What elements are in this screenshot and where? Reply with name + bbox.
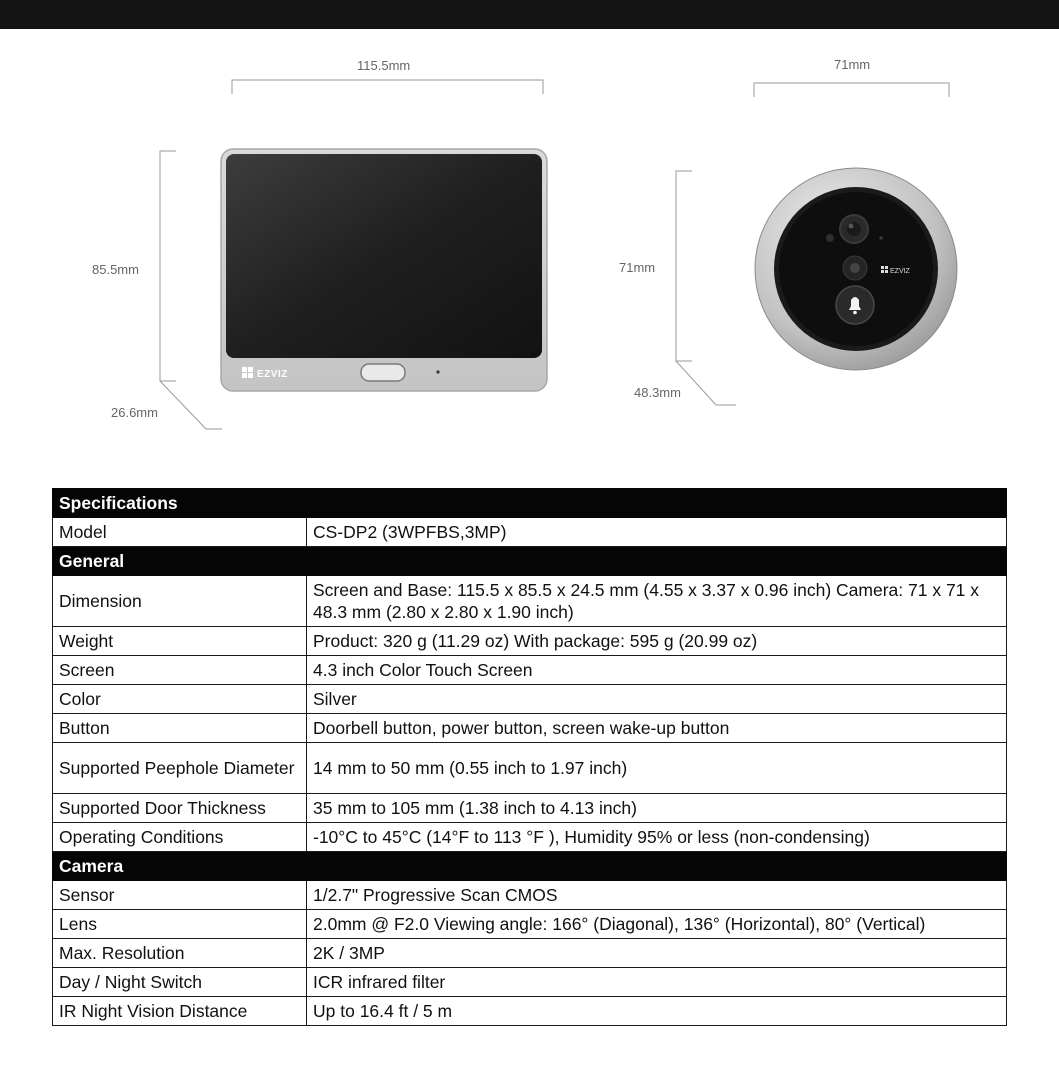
spec-value: 1/2.7" Progressive Scan CMOS <box>307 881 1007 910</box>
spec-label: Operating Conditions <box>53 823 307 852</box>
spec-label: Color <box>53 685 307 714</box>
spec-label: Supported Peephole Diameter <box>53 743 307 794</box>
table-row <box>53 656 1007 685</box>
table-row <box>53 881 1007 910</box>
spec-value: Screen and Base: 115.5 x 85.5 x 24.5 mm (4.55 x 3.37 x 0.96 inch) Camera: 71 x 71 x 48.3 mm (2.80 x 2.80 x 1.90 inch) <box>307 576 1007 627</box>
spec-value: 2.0mm @ F2.0 Viewing angle: 166° (Diagonal), 136° (Horizontal), 80° (Vertical) <box>307 910 1007 939</box>
camera-width-label: 71mm <box>834 57 871 72</box>
spec-label: Model <box>53 518 307 547</box>
table-row <box>53 714 1007 743</box>
table-row <box>53 518 1007 547</box>
spec-value: Up to 16.4 ft / 5 m <box>307 997 1007 1026</box>
spec-label: Max. Resolution <box>53 939 307 968</box>
section-header-row <box>53 547 1007 576</box>
screen-width-label: 115.5mm <box>357 58 411 73</box>
table-row <box>53 794 1007 823</box>
camera-depth-label: 48.3mm <box>634 385 681 400</box>
spec-value: Product: 320 g (11.29 oz) With package: 595 g (20.99 oz) <box>307 627 1007 656</box>
spec-value: ICR infrared filter <box>307 968 1007 997</box>
spec-value: CS-DP2 (3WPFBS,3MP) <box>307 518 1007 547</box>
section-header-row <box>53 489 1007 518</box>
spec-label: Button <box>53 714 307 743</box>
spec-value: Doorbell button, power button, screen wake-up button <box>307 714 1007 743</box>
table-row <box>53 627 1007 656</box>
svg-text:EZVIZ: EZVIZ <box>890 268 910 275</box>
section-header: Camera <box>53 852 1007 881</box>
table-row <box>53 823 1007 852</box>
product-dimension-diagram <box>0 29 1059 479</box>
table-row <box>53 910 1007 939</box>
table-row <box>53 939 1007 968</box>
svg-text:EZVIZ: EZVIZ <box>257 369 288 380</box>
table-row <box>53 997 1007 1026</box>
screen-height-label: 85.5mm <box>92 262 139 277</box>
spec-label: Screen <box>53 656 307 685</box>
spec-label: Supported Door Thickness <box>53 794 307 823</box>
section-header: Specifications <box>53 489 1007 518</box>
specifications-table <box>52 488 1007 1026</box>
camera-height-label: 71mm <box>619 260 656 275</box>
spec-label: Sensor <box>53 881 307 910</box>
spec-label: IR Night Vision Distance <box>53 997 307 1026</box>
screen-depth-label: 26.6mm <box>111 405 158 420</box>
spec-label: Lens <box>53 910 307 939</box>
spec-label: Day / Night Switch <box>53 968 307 997</box>
spec-label: Dimension <box>53 576 307 627</box>
spec-value: 4.3 inch Color Touch Screen <box>307 656 1007 685</box>
spec-value: 14 mm to 50 mm (0.55 inch to 1.97 inch) <box>307 743 1007 794</box>
section-header-row <box>53 852 1007 881</box>
spec-value: 35 mm to 105 mm (1.38 inch to 4.13 inch) <box>307 794 1007 823</box>
spec-label: Weight <box>53 627 307 656</box>
table-row <box>53 968 1007 997</box>
section-header: General <box>53 547 1007 576</box>
screen-unit-image <box>220 148 550 394</box>
top-bar <box>0 0 1059 29</box>
spec-value: -10°C to 45°C (14°F to 113 °F ), Humidity 95% or less (non-condensing) <box>307 823 1007 852</box>
table-row <box>53 576 1007 627</box>
spec-value: 2K / 3MP <box>307 939 1007 968</box>
table-row <box>53 685 1007 714</box>
table-row <box>53 743 1007 794</box>
spec-value: Silver <box>307 685 1007 714</box>
camera-unit-image <box>752 165 962 375</box>
